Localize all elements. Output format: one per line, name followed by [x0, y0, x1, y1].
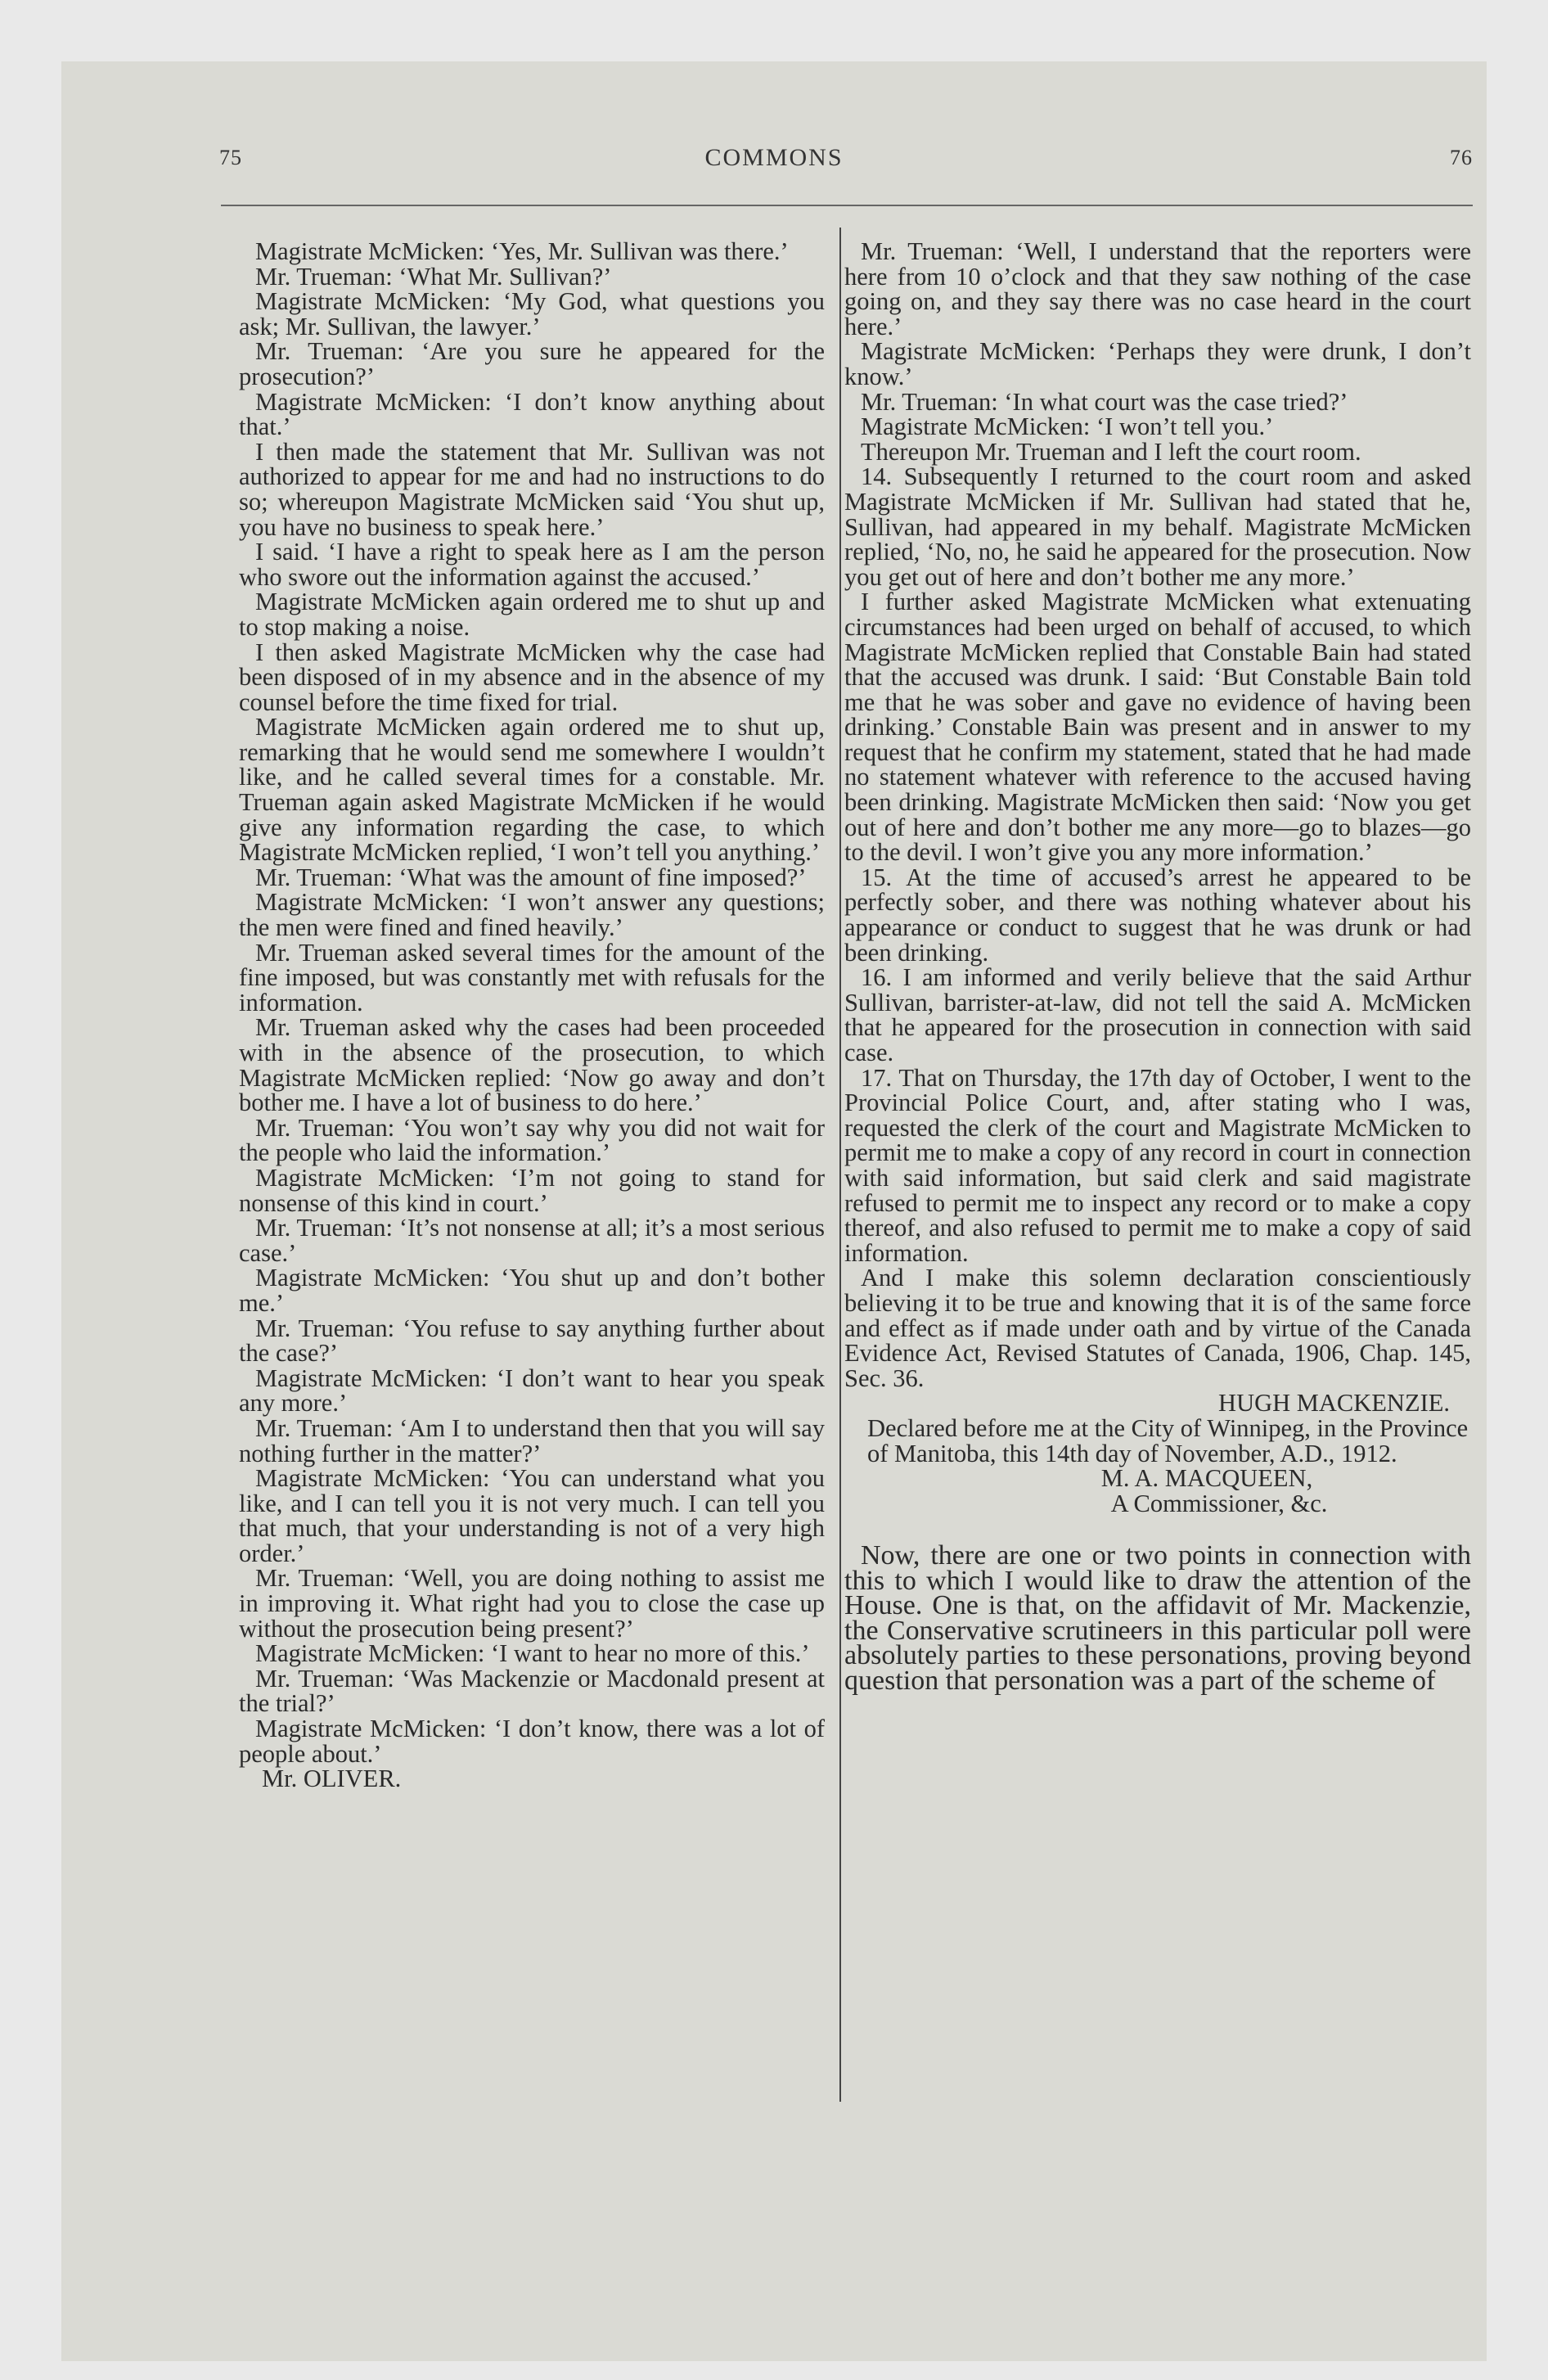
left-column [239, 239, 825, 1792]
paragraph: Mr. Trueman: ‘It’s not nonsense at all; it’s a most serious case.’ [239, 1214, 825, 1267]
declaration-line: Declared before me at the City of Winnipeg, in the Province of Manitoba, this 14th day of November, A.D., 1912. [867, 1413, 1469, 1467]
paragraph: I said. ‘I have a right to speak here as I am the person who swore out the information against the accused.’ [239, 538, 825, 591]
paragraph: Magistrate McMicken: ‘I want to hear no more of this.’ [255, 1639, 810, 1668]
page-number-right: 76 [1450, 146, 1473, 169]
paragraph: Magistrate McMicken: ‘My God, what questions you ask; Mr. Sullivan, the lawyer.’ [239, 287, 825, 340]
paragraph: Mr. Trueman: ‘In what court was the case tried?’ [861, 387, 1348, 416]
paragraph: 14. Subsequently I returned to the court room and asked Magistrate McMicken if Mr. Sullivan had stated that he, Sullivan, had appeared in my behalf. Magistrate McMicken replied, ‘No, no, he said he appeared for the prosecution. Now you get out of here and don’t bother me any more.’ [844, 462, 1471, 591]
paragraph: Mr. Trueman: ‘What was the amount of fine imposed?’ [255, 863, 807, 891]
column-divider [839, 228, 841, 2102]
paragraph: Magistrate McMicken: ‘Yes, Mr. Sullivan was there.’ [255, 237, 789, 265]
paragraph: Mr. Trueman: ‘Well, you are doing nothing to assist me in improving it. What right had you to close the case up without the prosecution being present?’ [239, 1564, 825, 1643]
paragraph: 16. I am informed and verily believe that the said Arthur Sullivan, barrister-at-law, did not tell the said A. McMicken that he appeared for the prosecution in connection with said case. [844, 963, 1471, 1066]
right-column [844, 237, 1471, 1696]
running-header-title: COMMONS [704, 144, 844, 171]
paragraph: Mr. Trueman: ‘Are you sure he appeared for the prosecution?’ [239, 337, 825, 390]
paragraph: Mr. Trueman: ‘Well, I understand that the reporters were here from 10 o’clock and that they saw nothing of the case going on, and they say there was no case heard in the court here.’ [844, 237, 1471, 340]
paragraph: Magistrate McMicken again ordered me to shut up, remarking that he would send me somewhere I wouldn’t like, and he called several times for a constable. Mr. Trueman again asked Magistrate McMicken if he would give any information regarding the case, to which Magistrate McMicken replied, ‘I won’t tell you anything.’ [239, 713, 825, 867]
paragraph: Magistrate McMicken: ‘You can understand what you like, and I can tell you it is not very much. I can tell you that much, that your understanding is not of a very high order.’ [239, 1464, 825, 1567]
paragraph: And I make this solemn declaration conscientiously believing it to be true and knowing that it is of the same force and effect as if made under oath and by virtue of the Canada Evidence Act, Revised Statutes of Canada, 1906, Chap. 145, Sec. 36. [844, 1264, 1471, 1392]
paragraph: Mr. Trueman asked why the cases had been proceeded with in the absence of the prosecution, to which Magistrate McMicken replied: ‘Now go away and don’t bother me. I have a lot of business to do here.’ [239, 1013, 825, 1117]
paragraph: I further asked Magistrate McMicken what extenuating circumstances had been urged on behalf of accused, to which Magistrate McMicken replied that Constable Bain had stated that the accused was drunk. I said: ‘But Constable Bain told me that he was sober and gave no evidence of having been drinking.’ Constable Bain was present and in answer to my request that he confirm my statement, stated that he had made no statement whatever with reference to the accused having been drinking. Magistrate McMicken then said: ‘Now you get out of here and don’t bother me any more—go to blazes—go to the devil. I won’t give you any more information.’ [844, 588, 1471, 867]
paragraph: Mr. Trueman: ‘Was Mackenzie or Macdonald present at the trial?’ [239, 1664, 825, 1718]
paragraph: Mr. Trueman: ‘You refuse to say anything further about the case?’ [239, 1314, 825, 1368]
paragraph: 17. That on Thursday, the 17th day of October, I went to the Provincial Police Court, and, after stating who I was, requested the clerk of the court and Magistrate McMicken to permit me to make a copy of any record in court in connection with said information, but said clerk and said magistrate refused to permit me to inspect any record or to make a copy thereof, and also refused to permit me to make a copy of said information. [844, 1063, 1471, 1267]
paragraph: Magistrate McMicken: ‘I don’t know, there was a lot of people about.’ [239, 1715, 825, 1768]
page-number-left: 75 [219, 146, 242, 169]
paragraph: Magistrate McMicken: ‘I’m not going to stand for nonsense of this kind in court.’ [239, 1163, 825, 1217]
paragraph: Magistrate McMicken: ‘I won’t answer any questions; the men were fined and fined heavily.’ [239, 888, 825, 942]
commissioner-title: A Commissioner, &c. [1110, 1489, 1328, 1517]
paragraph: Mr. Trueman: ‘You won’t say why you did not wait for the people who laid the information.’ [239, 1113, 825, 1167]
commissioner-name: M. A. MACQUEEN, [1100, 1464, 1313, 1493]
paragraph: Mr. Trueman: ‘Am I to understand then that you will say nothing further in the matter?’ [239, 1413, 825, 1467]
paragraph: Magistrate McMicken: ‘You shut up and don’t bother me.’ [239, 1264, 825, 1317]
paragraph: Magistrate McMicken: ‘I don’t want to hear you speak any more.’ [239, 1364, 825, 1418]
paragraph: Mr. Trueman asked several times for the amount of the fine imposed, but was constantly met with refusals for the information. [239, 938, 825, 1016]
paragraph: Mr. Trueman: ‘What Mr. Sullivan?’ [255, 262, 612, 291]
paragraph: Magistrate McMicken: ‘I don’t know anything about that.’ [239, 387, 825, 441]
paragraph: I then asked Magistrate McMicken why the case had been disposed of in my absence and in the absence of my counsel before the time fixed for trial. [239, 638, 825, 716]
header-rule [221, 205, 1473, 206]
paragraph: Thereupon Mr. Trueman and I left the court room. [861, 437, 1361, 466]
speaker-heading: Mr. OLIVER. [262, 1765, 402, 1793]
paragraph: Magistrate McMicken: ‘Perhaps they were drunk, I don’t know.’ [844, 337, 1471, 390]
paragraph: Magistrate McMicken: ‘I won’t tell you.’ [861, 412, 1274, 441]
speech-paragraph: Now, there are one or two points in connection with this to which I would like to draw the attention of the House. One is that, on the affidavit of Mr. Mackenzie, the Conservative scrutineers in this particular poll were absolutely parties to these personations, proving beyond question that personation was a part of the scheme of [844, 1540, 1471, 1696]
paragraph: I then made the statement that Mr. Sullivan was not authorized to appear for me and had no instructions to do so; whereupon Magistrate McMicken said ‘You shut up, you have no business to speak here.’ [239, 437, 825, 541]
paragraph: Magistrate McMicken again ordered me to shut up and to stop making a noise. [239, 588, 825, 641]
paragraph: 15. At the time of accused’s arrest he appeared to be perfectly sober, and there was nothing whatever about his appearance or conduct to suggest that he was drunk or had been drinking. [844, 863, 1471, 967]
signature-name: HUGH MACKENZIE. [1218, 1389, 1450, 1418]
